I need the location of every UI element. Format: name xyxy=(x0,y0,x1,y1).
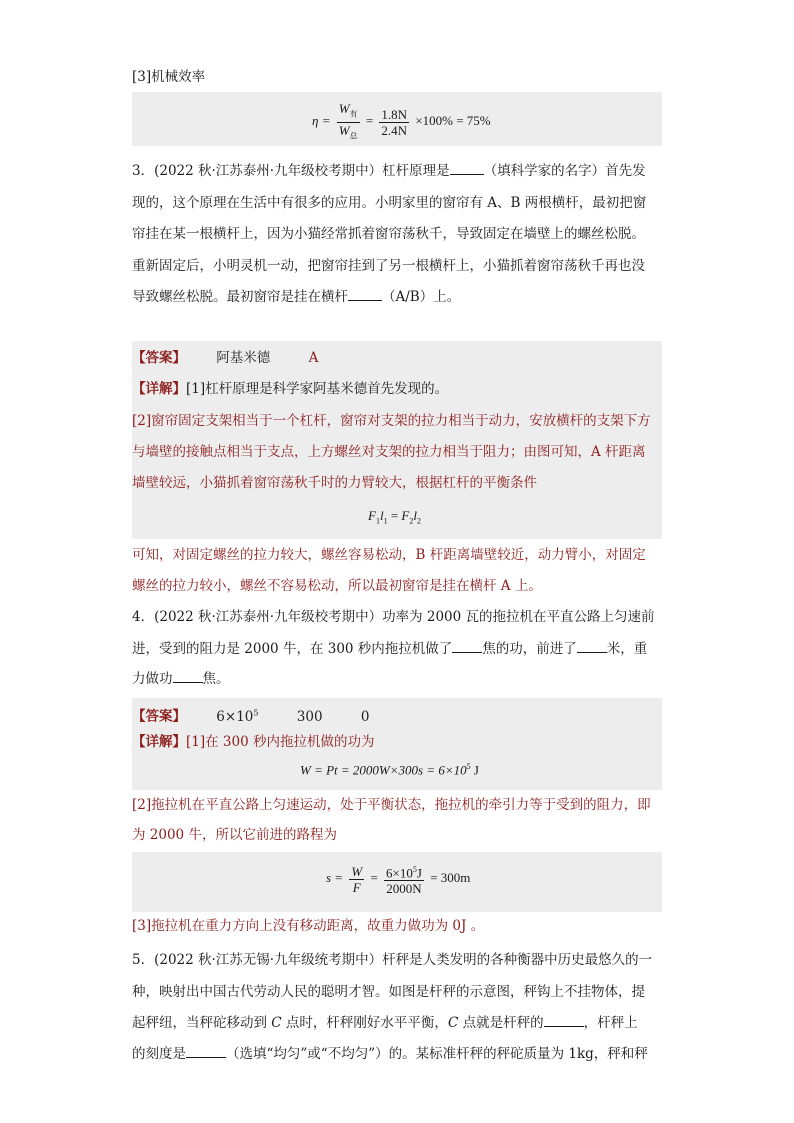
q4-blank-3[interactable] xyxy=(173,682,203,683)
q4-detail-1: 【详解】[1]在 300 秒内拖拉机做的功为 xyxy=(132,734,375,750)
q4-answer: 【答案】 $6\times 10^5$ 300 0 xyxy=(132,708,370,725)
q3-line-2: 现的，这个原理在生活中有很多的应用。小明家里的窗帘有 A、B 两根横杆，最初把窗 xyxy=(132,195,647,211)
efficiency-formula: η = $\frac{W_有}{W_总}$ = $\frac{1.8N}{2.4N}$ ×100% = 75% xyxy=(312,101,491,141)
q3-blank-2[interactable] xyxy=(348,300,382,301)
q4-line-1: 4．(2022 秋·江苏泰州·九年级校考期中）功率为 2000 瓦的拖拉机在平直公路上匀速前 xyxy=(132,609,655,625)
q5-blank-2[interactable] xyxy=(186,1057,226,1058)
q3-detail-4: 墙壁较远，小猫抓着窗帘荡秋千时的力臂较大，根据杠杆的平衡条件 xyxy=(132,475,537,491)
q4-detail-3: 为 2000 牛，所以它前进的路程为 xyxy=(132,827,337,843)
q5-line-1: 5．(2022 秋·江苏无锡·九年级统考期中）杆秤是人类发明的各种衡器中历史最悠久的一 xyxy=(132,952,653,968)
q3-answer: 【答案】 阿基米德 A xyxy=(132,350,319,366)
q3-detail-6: 螺丝的拉力较小，螺丝不容易松动，所以最初窗帘是挂在横杆 A 上。 xyxy=(132,578,542,594)
work-formula: $W = Pt = 2000W\times 300s = 6\times 10^5$ J xyxy=(300,762,479,778)
q3-line-3: 帘挂在某一根横杆上，因为小猫经常抓着窗帘荡秋千，导致固定在墙壁上的螺丝松脱。 xyxy=(132,226,645,242)
q3-detail-3: 与墙壁的接触点相当于支点，上方螺丝对支架的拉力相当于阻力；由图可知，A 杆距离 xyxy=(132,444,646,460)
q3-line-5: 导致螺丝松脱。最初窗帘是挂在横杆 （A/B）上。 xyxy=(132,289,461,305)
q3-line-4: 重新固定后，小明灵机一动，把窗帘挂到了另一根横杆上，小猫抓着窗帘荡秋千再也没 xyxy=(132,258,645,274)
q5-blank-1[interactable] xyxy=(544,1026,584,1027)
q3-line-1: 3．(2022 秋·江苏泰州·九年级校考期中）杠杆原理是 （填科学家的名字）首先发 xyxy=(132,163,646,179)
q4-line-2: 进，受到的阻力是 2000 牛，在 300 秒内拖拉机做了 焦的功，前进了 米，重 xyxy=(132,641,648,657)
q4-detail-4: [3]拖拉机在重力方向上没有移动距离，故重力做功为 0J 。 xyxy=(132,918,485,934)
q5-line-4: 的刻度是 （选填“均匀”或“不均匀”）的。某标准杆秤的秤砣质量为 1kg，秤和秤 xyxy=(132,1046,648,1062)
q3-detail-1: 【详解】[1]杠杆原理是科学家阿基米德首先发现的。 xyxy=(132,381,449,397)
q4-blank-2[interactable] xyxy=(577,652,607,653)
q3-blank-1[interactable] xyxy=(450,174,484,175)
q3-detail-2: [2]窗帘固定支架相当于一个杠杆，窗帘对支架的拉力相当于动力，安放横杆的支架下方 xyxy=(132,413,651,429)
q5-line-3: 起秤纽，当秤砣移动到 C 点时，杆秤刚好水平平衡，C 点就是杆秤的 ，杆秤上 xyxy=(132,1015,638,1031)
q4-detail-2: [2]拖拉机在平直公路上匀速运动，处于平衡状态，拖拉机的牵引力等于受到的阻力，即 xyxy=(132,797,651,813)
q3-detail-5: 可知，对固定螺丝的拉力较大，螺丝容易松动，B 杆距离墙壁较近，动力臂小，对固定 xyxy=(132,547,646,563)
q4-blank-1[interactable] xyxy=(452,652,482,653)
distance-formula: s = $\frac{W}{F}$ = $\frac{6\times 10^5J}{2000N}$ = 300m xyxy=(326,863,471,897)
q2-section-label: [3]机械效率 xyxy=(132,69,206,85)
q5-line-2: 种，映射出中国古代劳动人民的聪明才智。如图是杆秤的示意图，秤钩上不挂物体，提 xyxy=(132,984,645,1000)
lever-balance-formula: $F_1l_1 = F_2l_2$ xyxy=(368,508,421,526)
q4-line-3: 力做功 焦。 xyxy=(132,671,230,687)
